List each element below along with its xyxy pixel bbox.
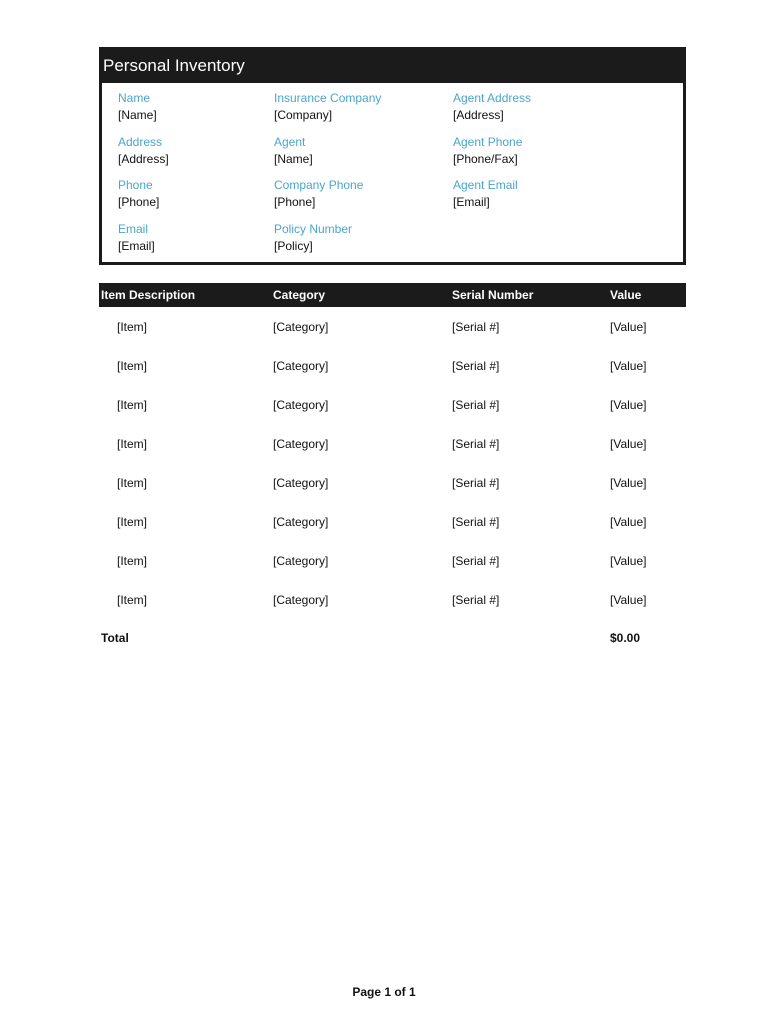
total-row	[99, 619, 686, 657]
serial-cell[interactable]: [Serial #]	[452, 514, 500, 529]
policy-number-label: Policy Number	[274, 222, 353, 236]
value-cell[interactable]: [Value]	[610, 436, 647, 451]
company-phone-field	[274, 177, 454, 210]
total-empty-cell	[271, 619, 450, 657]
policy-number-field	[274, 221, 454, 254]
serial-cell[interactable]: [Serial #]	[452, 553, 500, 568]
policy-number-value[interactable]: [Policy]	[274, 239, 313, 253]
agent-email-value[interactable]: [Email]	[453, 195, 490, 209]
category-cell[interactable]: [Category]	[273, 397, 329, 412]
item-cell[interactable]: [Item]	[117, 592, 148, 607]
agent-phone-field	[453, 134, 633, 167]
agent-address-field	[453, 90, 633, 123]
serial-cell[interactable]: [Serial #]	[452, 592, 500, 607]
category-cell[interactable]: [Category]	[273, 319, 329, 334]
email-field	[118, 221, 298, 254]
agent-email-field	[453, 177, 633, 210]
value-cell[interactable]: [Value]	[610, 358, 647, 373]
item-cell[interactable]: [Item]	[117, 436, 148, 451]
item-cell[interactable]: [Item]	[117, 475, 148, 490]
company-phone-value[interactable]: [Phone]	[274, 195, 316, 209]
table-row	[99, 541, 686, 580]
header-category: Category	[271, 283, 450, 307]
address-label: Address	[118, 135, 163, 149]
agent-address-label: Agent Address	[453, 91, 532, 105]
insurance-company-field	[274, 90, 454, 123]
page-number: Page 1 of 1	[352, 985, 416, 999]
email-label: Email	[118, 222, 149, 236]
phone-field	[118, 177, 298, 210]
table-row	[99, 463, 686, 502]
category-cell[interactable]: [Category]	[273, 514, 329, 529]
phone-value[interactable]: [Phone]	[118, 195, 160, 209]
serial-cell[interactable]: [Serial #]	[452, 319, 500, 334]
item-cell[interactable]: [Item]	[117, 358, 148, 373]
agent-email-label: Agent Email	[453, 178, 518, 192]
category-cell[interactable]: [Category]	[273, 553, 329, 568]
agent-address-value[interactable]: [Address]	[453, 108, 504, 122]
item-cell[interactable]: [Item]	[117, 514, 148, 529]
table-row	[99, 307, 686, 346]
category-cell[interactable]: [Category]	[273, 436, 329, 451]
value-cell[interactable]: [Value]	[610, 319, 647, 334]
company-phone-label: Company Phone	[274, 178, 364, 192]
total-empty-cell	[450, 619, 608, 657]
contact-info-panel	[99, 47, 686, 265]
total-label: Total	[101, 631, 129, 645]
serial-cell[interactable]: [Serial #]	[452, 397, 500, 412]
name-value[interactable]: [Name]	[118, 108, 157, 122]
email-value[interactable]: [Email]	[118, 239, 155, 253]
item-cell[interactable]: [Item]	[117, 397, 148, 412]
name-label: Name	[118, 91, 151, 105]
agent-phone-label: Agent Phone	[453, 135, 523, 149]
table-row	[99, 424, 686, 463]
item-cell[interactable]: [Item]	[117, 553, 148, 568]
category-cell[interactable]: [Category]	[273, 592, 329, 607]
header-value: Value	[608, 283, 686, 307]
table-row	[99, 580, 686, 619]
value-cell[interactable]: [Value]	[610, 514, 647, 529]
address-value[interactable]: [Address]	[118, 152, 169, 166]
value-cell[interactable]: [Value]	[610, 475, 647, 490]
serial-cell[interactable]: [Serial #]	[452, 475, 500, 490]
value-cell[interactable]: [Value]	[610, 397, 647, 412]
header-item-description: Item Description	[99, 283, 271, 307]
agent-phone-value[interactable]: [Phone/Fax]	[453, 152, 518, 166]
agent-value[interactable]: [Name]	[274, 152, 313, 166]
agent-field	[274, 134, 454, 167]
serial-cell[interactable]: [Serial #]	[452, 436, 500, 451]
category-cell[interactable]: [Category]	[273, 475, 329, 490]
table-row	[99, 385, 686, 424]
table-row	[99, 502, 686, 541]
item-cell[interactable]: [Item]	[117, 319, 148, 334]
category-cell[interactable]: [Category]	[273, 358, 329, 373]
inventory-table	[99, 283, 686, 657]
insurance-company-label: Insurance Company	[274, 91, 382, 105]
table-row	[99, 346, 686, 385]
table-header-row	[99, 283, 686, 307]
agent-label: Agent	[274, 135, 306, 149]
document-title: Personal Inventory	[102, 49, 683, 83]
value-cell[interactable]: [Value]	[610, 553, 647, 568]
address-field	[118, 134, 298, 167]
name-field	[118, 90, 298, 123]
serial-cell[interactable]: [Serial #]	[452, 358, 500, 373]
total-value: $0.00	[610, 631, 641, 645]
value-cell[interactable]: [Value]	[610, 592, 647, 607]
phone-label: Phone	[118, 178, 153, 192]
insurance-company-value[interactable]: [Company]	[274, 108, 333, 122]
header-serial-number: Serial Number	[450, 283, 608, 307]
